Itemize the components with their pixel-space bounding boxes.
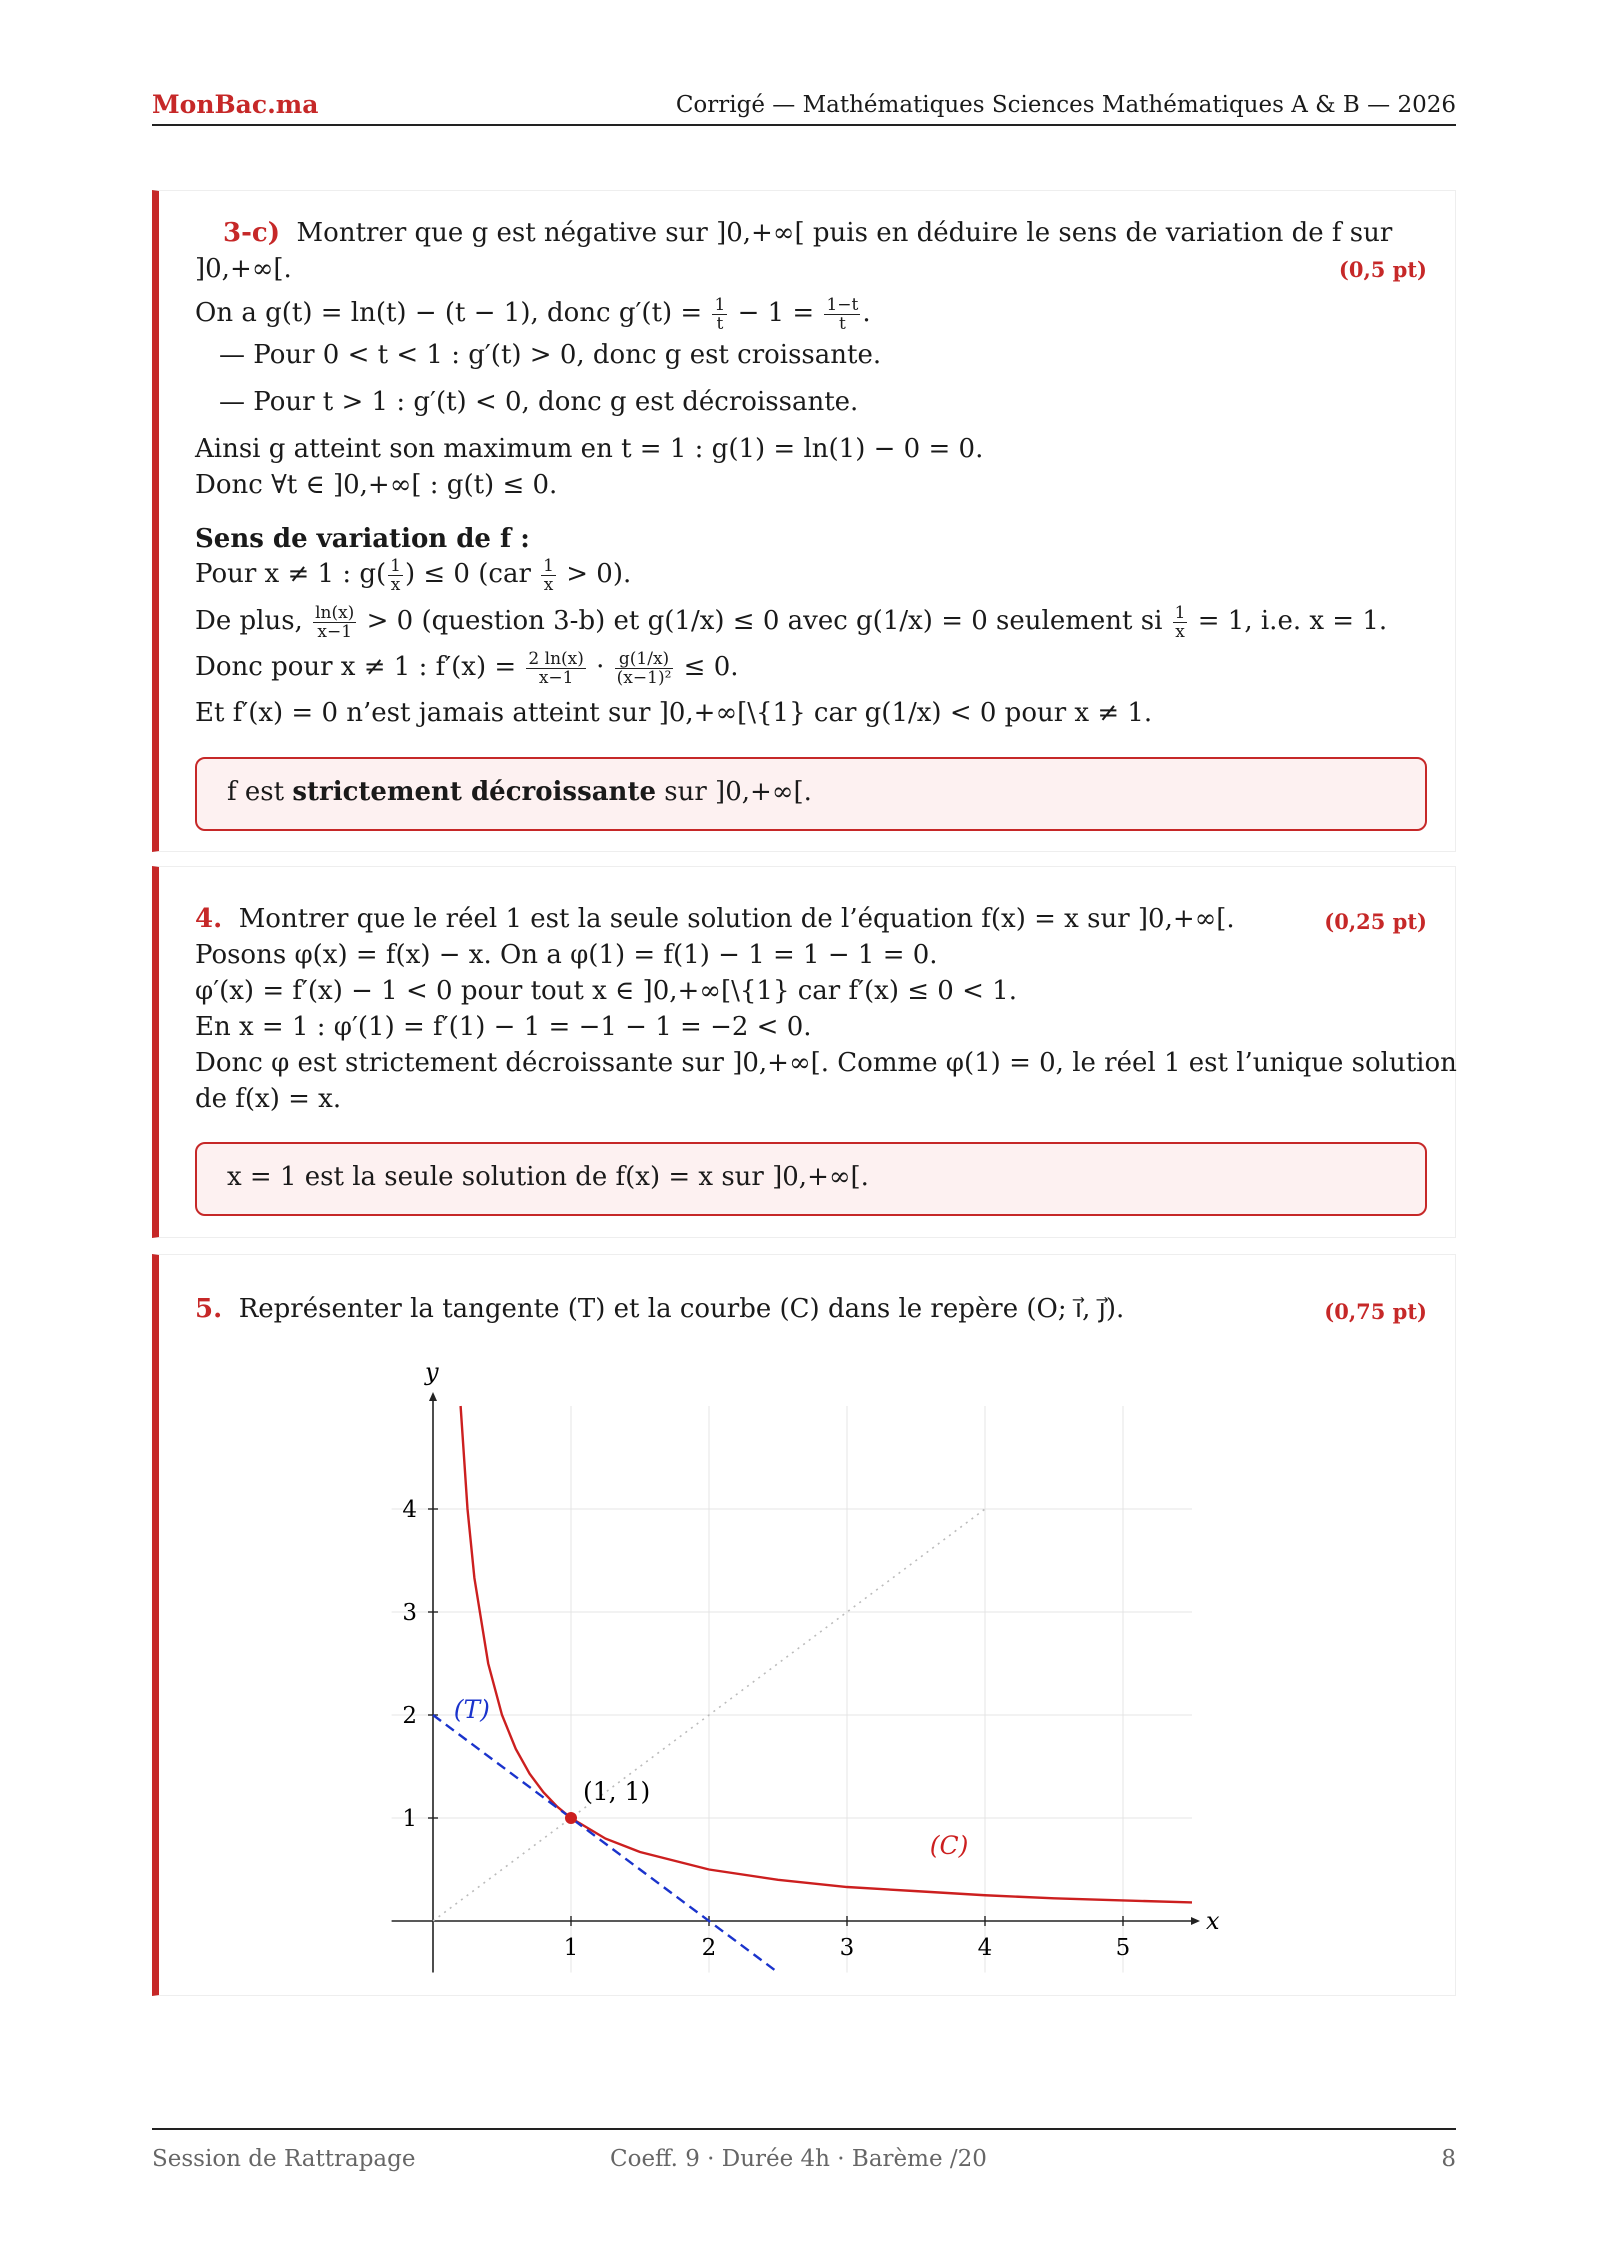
de-plus-line: De plus, $\frac{\ln(x)}{x-1}$ > 0 (question 3-b) et g(1/x) ≤ 0 avec g(1/x) = 0 seulement si $\frac{1}{x}$ = 1, i.e. x = 1.	[195, 602, 1388, 642]
question-3c-box	[152, 190, 1456, 852]
answer-box-4: x = 1 est la seule solution de f(x) = x sur ]0,+∞[.	[195, 1142, 1427, 1216]
x-tick-label: 5	[1115, 1935, 1131, 1961]
bullet-croissante: — Pour 0 < t < 1 : g′(t) > 0, donc g est croissante.	[219, 340, 882, 370]
question-4-statement: 4. Montrer que le réel 1 est la seule solution de l’équation f(x) = x sur ]0,+∞[.	[195, 904, 1235, 934]
y-axis-label: y	[425, 1358, 439, 1386]
derivative-line: On a g(t) = ln(t) − (t − 1), donc g′(t) = $\frac{1}{t}$ − 1 = $\frac{1-t}{t}$ .	[195, 294, 871, 334]
footer-session: Session de Rattrapage	[152, 2146, 416, 2172]
question-5-statement: 5. Représenter la tangente (T) et la courbe (C) dans le repère (O; i⃗, j⃗).	[195, 1294, 1125, 1324]
conclusion-g-line: Donc ∀t ∈ ]0,+∞[ : g(t) ≤ 0.	[195, 470, 558, 500]
q4-line-3: En x = 1 : φ′(1) = f′(1) − 1 = −1 − 1 = −2 < 0.	[195, 1012, 812, 1042]
q4-line-1: Posons φ(x) = f(x) − x. On a φ(1) = f(1) − 1 = 1 − 1 = 0.	[195, 940, 938, 970]
question-5-points: (0,75 pt)	[1324, 1299, 1427, 1324]
footer-info: Coeff. 9 · Durée 4h · Barème /20	[610, 2146, 987, 2172]
question-3c-statement-cont: ]0,+∞[.	[195, 254, 292, 284]
fraction: $\frac{1}{t}$	[714, 294, 726, 334]
y-tick-label: 2	[402, 1703, 417, 1729]
x-tick-label: 4	[977, 1935, 993, 1961]
x-tick-label: 1	[563, 1935, 579, 1961]
sens-variation-title: Sens de variation de f :	[195, 524, 530, 554]
tangent-label: (T)	[453, 1695, 490, 1725]
question-3c-statement: 3-c) Montrer que g est négative sur ]0,+∞[ puis en déduire le sens de variation de f sur	[223, 218, 1393, 248]
q4-line-2: φ′(x) = f′(x) − 1 < 0 pour tout x ∈ ]0,+∞[\{1} car f′(x) ≤ 0 < 1.	[195, 976, 1017, 1006]
header-title: Corrigé — Mathématiques Sciences Mathématiques A & B — 2026	[675, 92, 1456, 118]
footer-page: 8	[1441, 2146, 1456, 2172]
point-label: (1, 1)	[583, 1777, 651, 1806]
y-tick-label: 1	[402, 1806, 417, 1832]
question-5-box	[152, 1254, 1456, 1996]
maximum-line: Ainsi g atteint son maximum en t = 1 : g(1) = ln(1) − 0 = 0.	[195, 434, 984, 464]
answer-box-3c: f est strictement décroissante sur ]0,+∞[.	[195, 757, 1427, 831]
curve-label: (C)	[929, 1831, 969, 1861]
y-tick-label: 3	[402, 1600, 417, 1626]
question-3c-points: (0,5 pt)	[1338, 257, 1427, 282]
x-tick-label: 2	[701, 1935, 717, 1961]
brand-logo: MonBac.ma	[152, 90, 319, 119]
x-axis-label: x	[1206, 1907, 1220, 1935]
question-4-box	[152, 866, 1456, 1238]
x-tick-label: 3	[839, 1935, 855, 1961]
q4-line-4: Donc φ est strictement décroissante sur ]0,+∞[. Comme φ(1) = 0, le réel 1 est l’unique solution	[195, 1048, 1457, 1078]
sign-g-line: Pour x ≠ 1 : g( $\frac{1}{x}$ ) ≤ 0 (car $\frac{1}{x}$ > 0).	[195, 555, 632, 595]
question-4-points: (0,25 pt)	[1324, 909, 1427, 934]
bullet-decroissante: — Pour t > 1 : g′(t) < 0, donc g est décroissante.	[219, 387, 859, 417]
q4-line-5: de f(x) = x.	[195, 1084, 342, 1114]
y-tick-label: 4	[402, 1497, 417, 1523]
f-prime-nonzero-line: Et f′(x) = 0 n’est jamais atteint sur ]0,+∞[\{1} car g(1/x) < 0 pour x ≠ 1.	[195, 698, 1153, 728]
page-header	[152, 88, 1456, 126]
f-prime-line: Donc pour x ≠ 1 : f′(x) = $\frac{2 \ln(x)}{x-1}$ · $\frac{g(1/x)}{\text{(x−1)²}}$ ≤ 0.	[195, 648, 739, 688]
page-footer	[152, 2128, 1456, 2172]
fraction: $\frac{1-t}{t}$	[826, 294, 859, 334]
